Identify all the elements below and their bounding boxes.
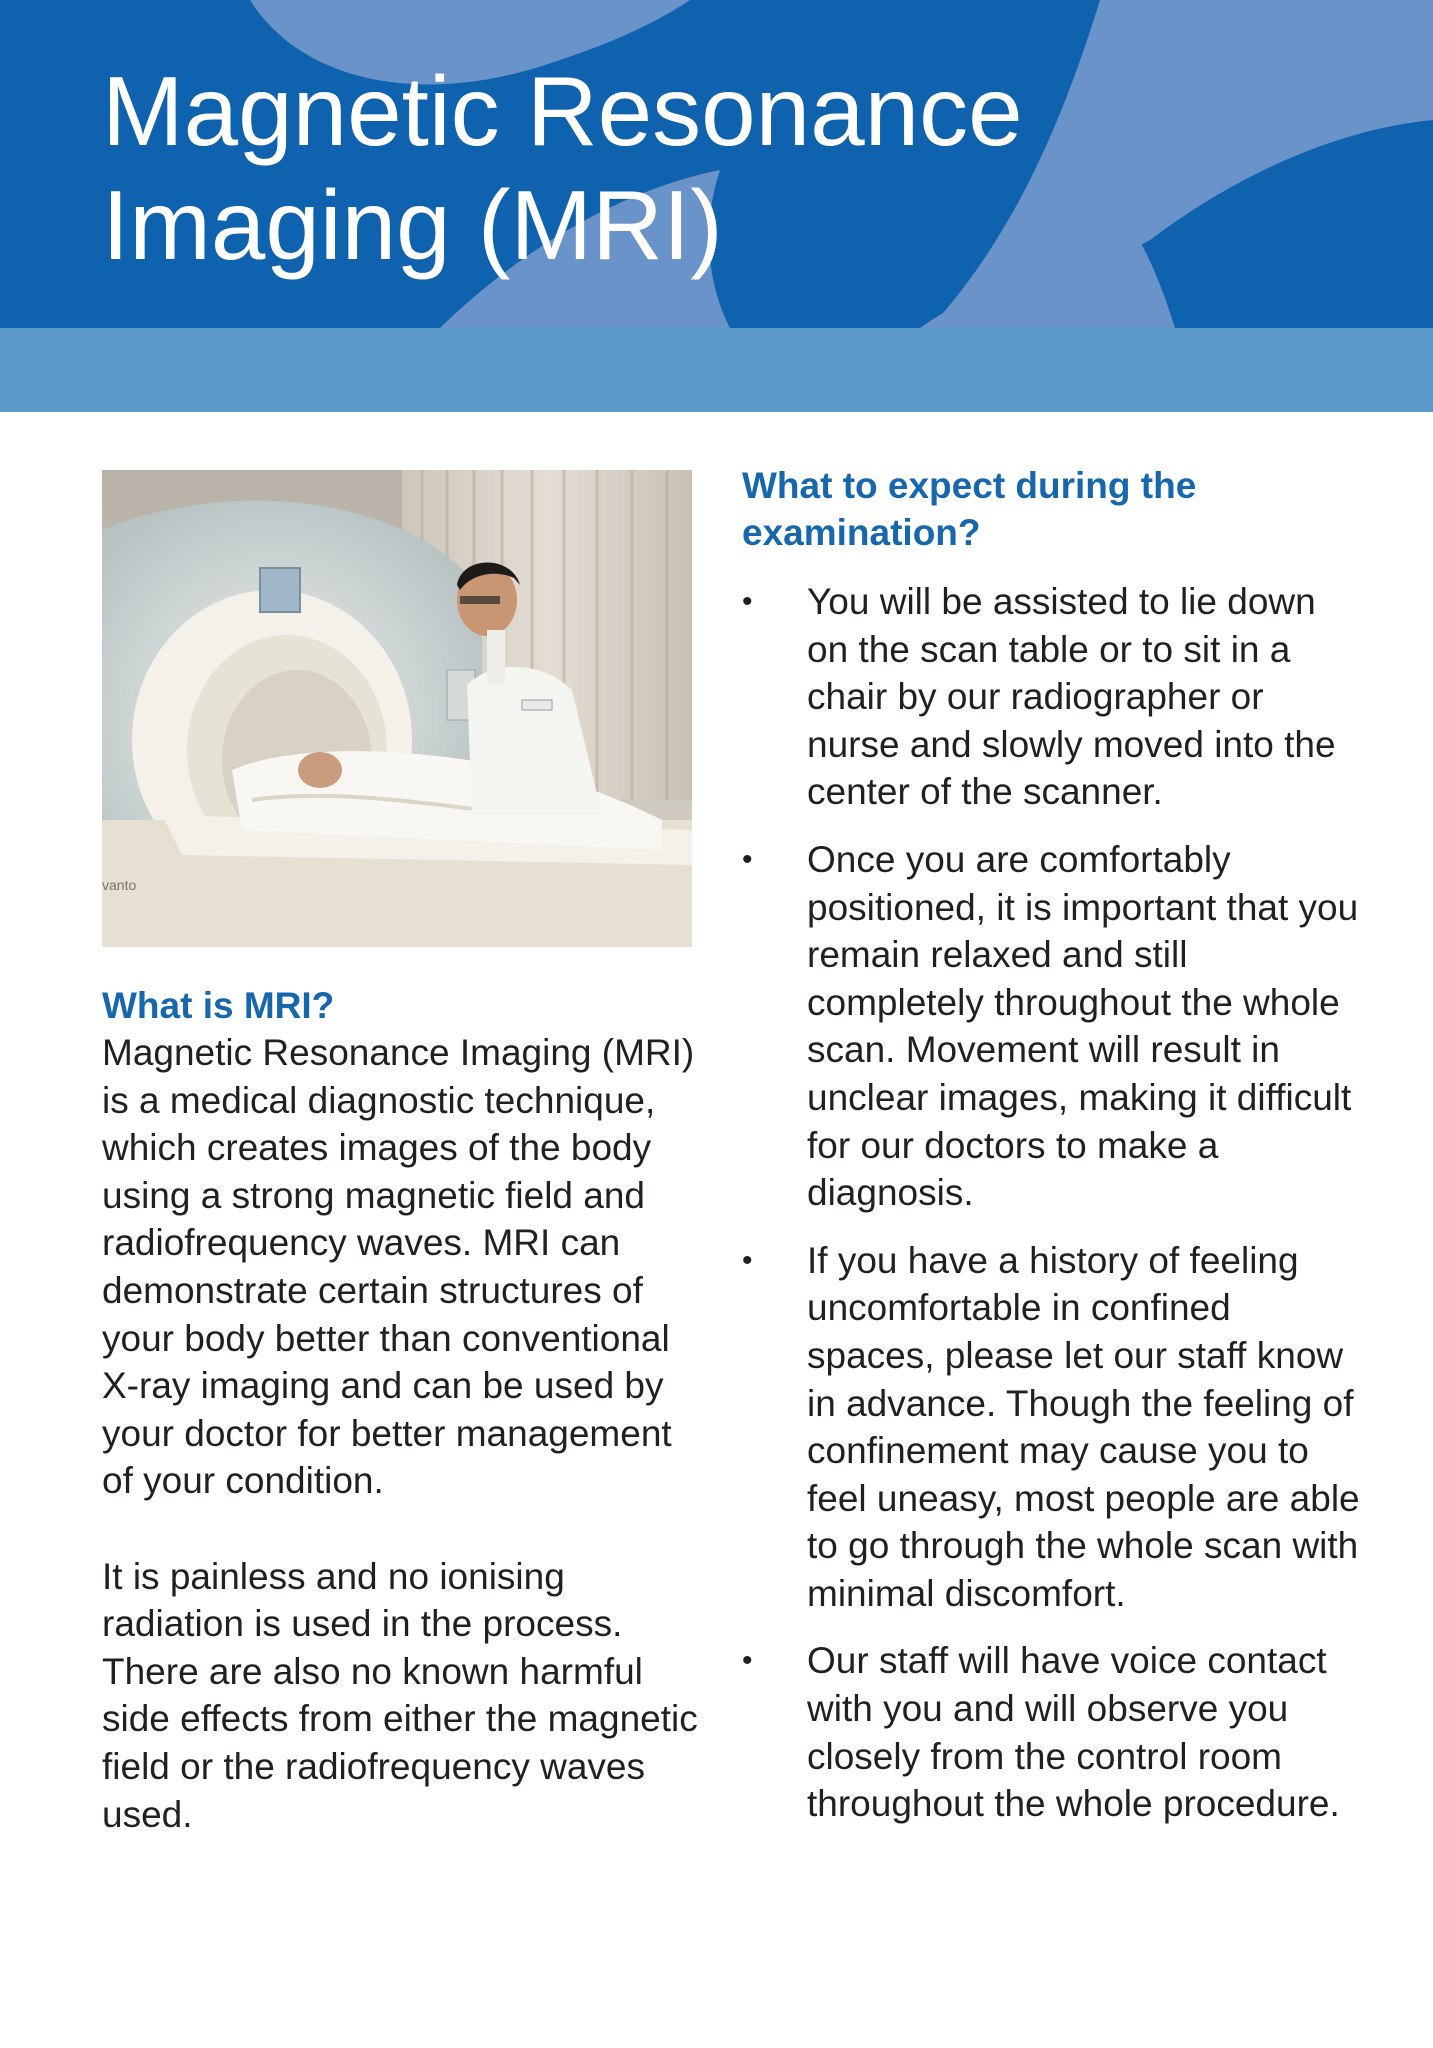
list-item-text: Once you are comfortably positioned, it is important that you remain relaxed and still completely throughout the whole scan. Movement will result in unclear images, making it difficult for our doctors to make a diagnosis. xyxy=(807,838,1359,1214)
list-item xyxy=(742,836,1362,1217)
what-is-mri-paragraph-2: It is painless and no ionising radiation is used in the process. There are also no known harmful side effects from either the magnetic field or the radiofrequency waves used. xyxy=(102,1555,698,1835)
mri-photo-illustration xyxy=(102,470,692,947)
page-title: Magnetic Resonance Imaging (MRI) xyxy=(102,56,1023,280)
scanner-brand-label: vanto xyxy=(102,877,137,893)
header-band xyxy=(0,328,1433,412)
bullet-icon: • xyxy=(742,842,753,876)
list-item-text: You will be assisted to lie down on the scan table or to sit in a chair by our radiographer or nurse and slowly moved into the center of the scanner. xyxy=(807,581,1336,813)
mri-scanner-photo xyxy=(102,470,692,947)
bullet-icon: • xyxy=(742,1243,753,1277)
what-is-mri-paragraph-1: Magnetic Resonance Imaging (MRI) is a medical diagnostic technique, which creates images of the body using a strong magnetic field and radiofrequency waves. MRI can demonstrate certain structures of your body better than conventional X-ray imaging and can be used by your doctor for better management of your condition. xyxy=(102,1032,695,1502)
list-item xyxy=(742,1637,1362,1827)
header-banner xyxy=(0,0,1433,328)
bullet-icon: • xyxy=(742,585,753,618)
during-exam-list xyxy=(742,578,1362,1828)
list-item xyxy=(742,578,1362,816)
during-exam-section xyxy=(742,462,1362,1848)
what-is-mri-section xyxy=(102,982,712,1838)
what-is-mri-heading: What is MRI? xyxy=(102,985,335,1026)
list-item-text: Our staff will have voice contact with you and will observe you closely from the control room throughout the whole procedure. xyxy=(807,1640,1340,1825)
bullet-icon: • xyxy=(742,1644,753,1678)
list-item-text: If you have a history of feeling uncomfortable in confined spaces, please let our staff know in advance. Though the feeling of confinement may cause you to feel uneasy, most people are able to go through the whole scan with minimal discomfort. xyxy=(807,1239,1360,1614)
list-item xyxy=(742,1237,1362,1618)
during-exam-heading: What to expect during the examination? xyxy=(742,465,1197,553)
